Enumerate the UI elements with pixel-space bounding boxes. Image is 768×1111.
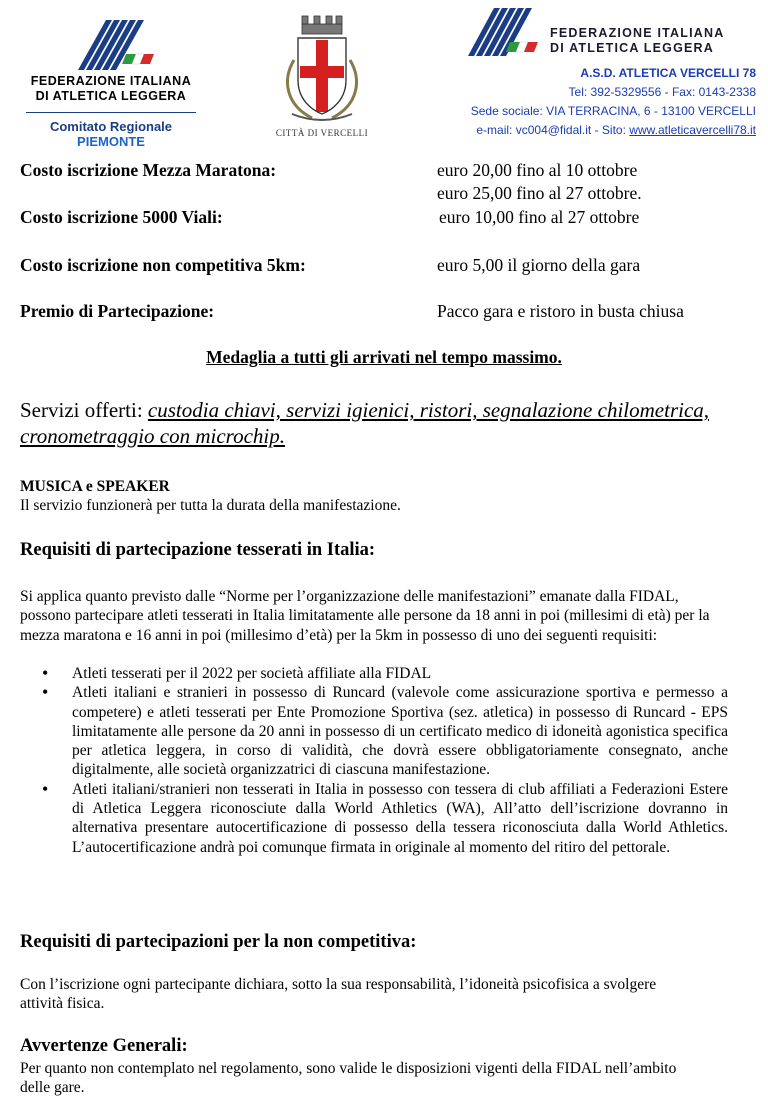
club-name: A.S.D. ATLETICA VERCELLI 78 <box>580 66 756 80</box>
requisiti-italia-heading: Requisiti di partecipazione tesserati in Italia: <box>20 540 376 560</box>
vercelli-crest <box>268 10 376 145</box>
comitato-regionale: Comitato Regionale PIEMONTE <box>26 112 196 149</box>
cost-noncomp-label: Costo iscrizione non competitiva 5km: <box>20 255 306 275</box>
fidal-name: FEDERAZIONE ITALIANA DI ATLETICA LEGGERA <box>550 26 725 55</box>
requisiti-list <box>42 664 728 857</box>
cost-viali-label: Costo iscrizione 5000 Viali: <box>20 207 223 227</box>
cost-noncomp-value: euro 5,00 il giorno della gara <box>437 255 641 275</box>
fidal-stripes-icon <box>462 6 548 60</box>
musica-text: Il servizio funzionerà per tutta la durata della manifestazione. <box>20 497 401 514</box>
list-item: • Atleti italiani e stranieri in possesso di Runcard (valevole come assicurazione sportiva e permesso a competere) e atleti tesserati per Ente Promozione Sportiva (sez. atletica) in possesso di Runcard - EPS limitatamente alle persone da 20 anni in possesso di un certificato medico di idoneità agonistica specifica per atletica leggera, in corso di validità, che dovrà essere obbligatoriamente consegnato, anche digitalmente, alle società organizzatrici di ciascuna manifestazione. <box>42 683 728 779</box>
servizi-label: Servizi offerti: <box>20 398 148 422</box>
avvertenze-text: Per quanto non contemplato nel regolamento, sono valide le disposizioni vigenti della FIDAL nell’ambito delle gare. <box>20 1060 677 1097</box>
requisiti-noncomp-heading: Requisiti di partecipazioni per la non competitiva: <box>20 932 417 952</box>
club-contact-info <box>471 64 756 140</box>
atletica-vercelli-header <box>432 6 756 138</box>
cost-mezza-value-2: euro 25,00 fino al 27 ottobre. <box>437 183 642 203</box>
list-item: • Atleti italiani/stranieri non tesserati in Italia in possesso con tessera di club affiliati a Federazioni Estere di Atletica Leggera riconosciute dalla World Athletics (WA), All’atto dell’iscrizione dovranno in alternativa presentare autocertificazione di possesso della tessera riconosciuta dalla World Athletics. L’autocertificazione andrà poi comunque firmata in originale al momento del ritiro del pettorale. <box>42 780 728 857</box>
requisiti-italia-intro: Si applica quanto previsto dalle “Norme per l’organizzazione delle manifestazioni” emanate dalla FIDAL, possono partecipare atleti tesserati in Italia limitatamente alle persone da 18 anni in poi (millesimi di età) per la mezza maratona e 16 anni in poi (millesimo d’età) per la 5km in possesso di uno dei seguenti requisiti: <box>20 588 710 644</box>
servizi-offerti <box>20 397 740 449</box>
medaglia-notice: Medaglia a tutti gli arrivati nel tempo massimo. <box>206 347 562 367</box>
fidal-piemonte-logo <box>26 14 196 149</box>
avvertenze-heading: Avvertenze Generali: <box>20 1036 188 1056</box>
club-website-link[interactable]: www.atleticavercelli78.it <box>629 123 756 137</box>
premio-label: Premio di Partecipazione: <box>20 301 215 321</box>
cost-mezza-label: Costo iscrizione Mezza Maratona: <box>20 160 277 180</box>
list-item: • Atleti tesserati per il 2022 per società affiliate alla FIDAL <box>42 664 728 683</box>
crest-caption: CITTÀ DI VERCELLI <box>275 128 369 138</box>
requisiti-noncomp-text: Con l’iscrizione ogni partecipante dichiara, sotto la sua responsabilità, l’idoneità psicofisica a svolgere attività fisica. <box>20 976 657 1013</box>
fidal-name: FEDERAZIONE ITALIANA DI ATLETICA LEGGERA <box>30 74 192 103</box>
musica-title: MUSICA e SPEAKER <box>20 478 170 495</box>
cost-mezza-value-1: euro 20,00 fino al 10 ottobre <box>437 160 638 180</box>
club-address: Sede sociale: VIA TERRACINA, 6 - 13100 VERCELLI <box>470 104 756 118</box>
club-contacts: e-mail: vc004@fidal.it - Sito: www.atleticavercelli78.it <box>476 123 756 137</box>
servizi-list: custodia chiavi, servizi igienici, ristori, segnalazione chilometrica, cronometraggio con microchip. <box>20 398 710 448</box>
cost-viali-value: euro 10,00 fino al 27 ottobre <box>439 207 640 227</box>
club-phone: Tel: 392-5329556 - Fax: 0143-2338 <box>568 85 756 99</box>
premio-value: Pacco gara e ristoro in busta chiusa <box>437 301 684 321</box>
city-crest-icon <box>272 10 372 126</box>
fidal-stripes-icon <box>66 18 158 72</box>
